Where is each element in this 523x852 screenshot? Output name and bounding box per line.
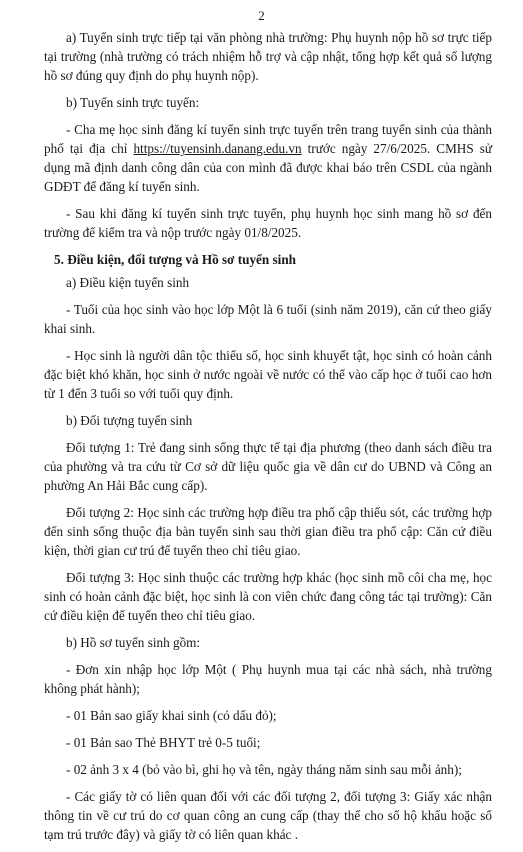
paragraph-insurance-card: - 01 Bản sao Thẻ BHYT trẻ 0-5 tuổi; bbox=[66, 735, 261, 750]
paragraph-online-registration bbox=[44, 120, 492, 196]
section-heading-5: 5. Điều kiện, đối tượng và Hồ sơ tuyển sinh bbox=[54, 252, 296, 267]
paragraph-direct-enrollment: a) Tuyển sinh trực tiếp tại văn phòng nhà trường: Phụ huynh nộp hồ sơ trực tiếp tại trường (nhà trường có trách nhiệm hỗ trợ và cập nhật, tổng hợp kết quả số lượng hồ sơ đúng quy định do phụ huynh nộp). bbox=[44, 30, 492, 83]
paragraph-special-cases: - Học sinh là người dân tộc thiểu số, học sinh khuyết tật, học sinh có hoàn cảnh đặc biệt khó khăn, học sinh ở nước ngoài về nước có thể vào cấp học ở tuổi cao hơn từ 1 đến 3 tuổi so với tuổi quy định. bbox=[44, 348, 492, 401]
paragraph-age-condition: - Tuổi của học sinh vào học lớp Một là 6 tuổi (sinh năm 2019), căn cứ theo giấy khai sinh. bbox=[44, 302, 492, 336]
online-registration-text-post: trước ngày 27/6/2025. CMHS sử dụng mã định danh công dân của con mình đã được khai báo trên CSDL của ngành GDĐT để đăng kí tuyển sinh. bbox=[44, 141, 493, 194]
paragraph-documents-heading: b) Hồ sơ tuyển sinh gồm: bbox=[66, 635, 201, 650]
document-body bbox=[44, 28, 492, 852]
paragraph-conditions-heading: a) Điều kiện tuyển sinh bbox=[66, 275, 190, 290]
paragraph-target-2: Đối tượng 2: Học sinh các trường hợp điều tra phổ cập thiếu sót, các trường hợp đến sinh sống thuộc địa bàn tuyển sinh sau thời gian điều tra phổ cập: Căn cứ điều kiện, thời gian cư trú để tuyển theo chỉ tiêu giao. bbox=[44, 505, 492, 558]
paragraph-after-registration: - Sau khi đăng kí tuyển sinh trực tuyến, phụ huynh học sinh mang hồ sơ đến trường để kiểm tra và nộp trước ngày 01/8/2025. bbox=[44, 206, 492, 240]
enrollment-website-link[interactable]: https://tuyensinh.danang.edu.vn bbox=[133, 141, 302, 156]
paragraph-target-3: Đối tượng 3: Học sinh thuộc các trường hợp khác (học sinh mồ côi cha mẹ, học sinh có hoàn cảnh đặc biệt, học sinh là con viên chức đang công tác tại trường): Căn cứ điều kiện để tuyển theo chỉ tiêu giao. bbox=[44, 570, 492, 623]
paragraph-target-heading: b) Đối tượng tuyển sinh bbox=[66, 413, 193, 428]
page-number: 2 bbox=[258, 8, 265, 23]
paragraph-related-documents: - Các giấy tờ có liên quan đối với các đối tượng 2, đối tượng 3: Giấy xác nhận thông tin về cư trú do cơ quan công an cung cấp (thay thế cho sổ hộ khẩu hoặc sổ tạm trú trước đây) và giấy tờ có liên quan khác . bbox=[44, 789, 492, 842]
paragraph-photos: - 02 ảnh 3 x 4 (bỏ vào bì, ghi họ và tên, ngày tháng năm sinh sau mỗi ảnh); bbox=[66, 762, 462, 777]
paragraph-application-form: - Đơn xin nhập học lớp Một ( Phụ huynh mua tại các nhà sách, nhà trường không phát hành); bbox=[44, 662, 492, 696]
paragraph-online-enrollment-heading: b) Tuyển sinh trực tuyến: bbox=[66, 95, 200, 110]
paragraph-birth-certificate: - 01 Bản sao giấy khai sinh (có dấu đỏ); bbox=[66, 708, 277, 723]
paragraph-target-1: Đối tượng 1: Trẻ đang sinh sống thực tế tại địa phương (theo danh sách điều tra của phường và tra cứu từ Cơ sở dữ liệu quốc gia về dân cư do UBND và Công an phường An Hải Bắc cung cấp). bbox=[44, 440, 492, 493]
online-registration-text-pre: - Cha mẹ học sinh đăng kí tuyển sinh trực tuyến trên trang tuyển sinh của thành phố tại địa chỉ bbox=[44, 122, 492, 156]
